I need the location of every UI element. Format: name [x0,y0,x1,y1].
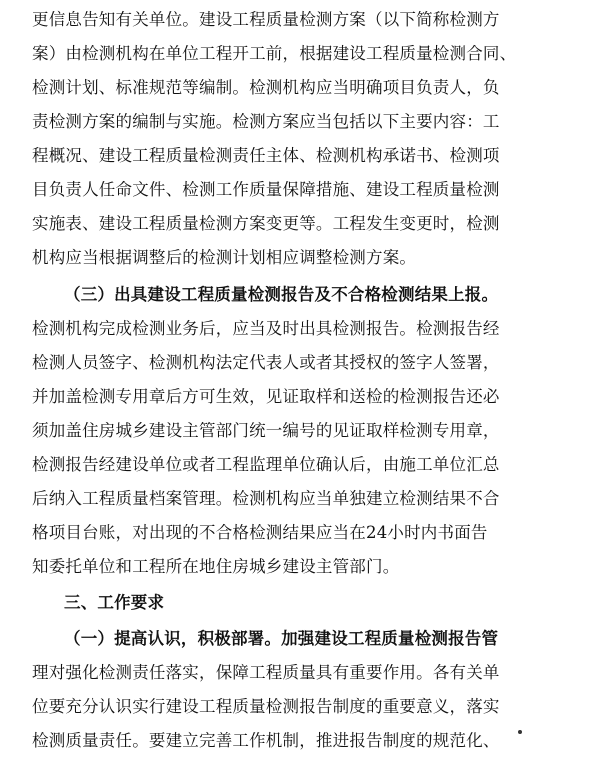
paragraph-line: 须加盖住房城乡建设主管部门统一编号的见证取样检测专用章， [32,421,500,440]
paragraph-line: 后纳入工程质量档案管理。检测机构应当单独建立检测结果不合 [32,489,500,508]
subsection-heading: （三）出具建设工程质量检测报告及不合格检测结果上报。 [64,285,499,304]
paragraph-line: 检测计划、标准规范等编制。检测机构应当明确项目负责人，负 [32,78,500,97]
paragraph-line: 位要充分认识实行建设工程质量检测报告制度的重要意义，落实 [32,697,500,716]
paragraph-line: 更信息告知有关单位。建设工程质量检测方案（以下简称检测方 [32,10,500,29]
paragraph-line: 检测报告经建设单位或者工程监理单位确认后，由施工单位汇总 [32,455,500,474]
paragraph-line: 并加盖检测专用章后方可生效，见证取样和送检的检测报告还必 [32,387,500,406]
paragraph-line: 责检测方案的编制与实施。检测方案应当包括以下主要内容：工 [32,112,500,131]
paragraph-line: 检测质量责任。要建立完善工作机制，推进报告制度的规范化、 [32,731,500,750]
section-heading: 三、工作要求 [64,593,165,612]
paragraph-line: 实施表、建设工程质量检测方案变更等。工程发生变更时，检测 [32,214,500,233]
paragraph-line: 程概况、建设工程质量检测责任主体、检测机构承诺书、检测项 [32,146,500,165]
paragraph-line: 理对强化检测责任落实，保障工程质量具有重要作用。各有关单 [32,663,500,682]
paragraph-line: 格项目台账，对出现的不合格检测结果应当在24小时内书面告 [32,523,488,542]
paragraph-line: 知委托单位和工程所在地住房城乡建设主管部门。 [32,557,400,576]
paragraph-line: 检测人员签字、检测机构法定代表人或者其授权的签字人签署， [32,353,500,372]
paragraph-line: 检测机构完成检测业务后，应当及时出具检测报告。检测报告经 [32,319,500,338]
page-mark [518,730,522,734]
subsection-heading: （一）提高认识，积极部署。加强建设工程质量检测报告管 [64,629,499,648]
paragraph-line: 机构应当根据调整后的检测计划相应调整检测方案。 [32,248,417,267]
paragraph-line: 目负责人任命文件、检测工作质量保障措施、建设工程质量检测 [32,180,500,199]
paragraph-line: 案）由检测机构在单位工程开工前，根据建设工程质量检测合同、 [32,44,517,63]
